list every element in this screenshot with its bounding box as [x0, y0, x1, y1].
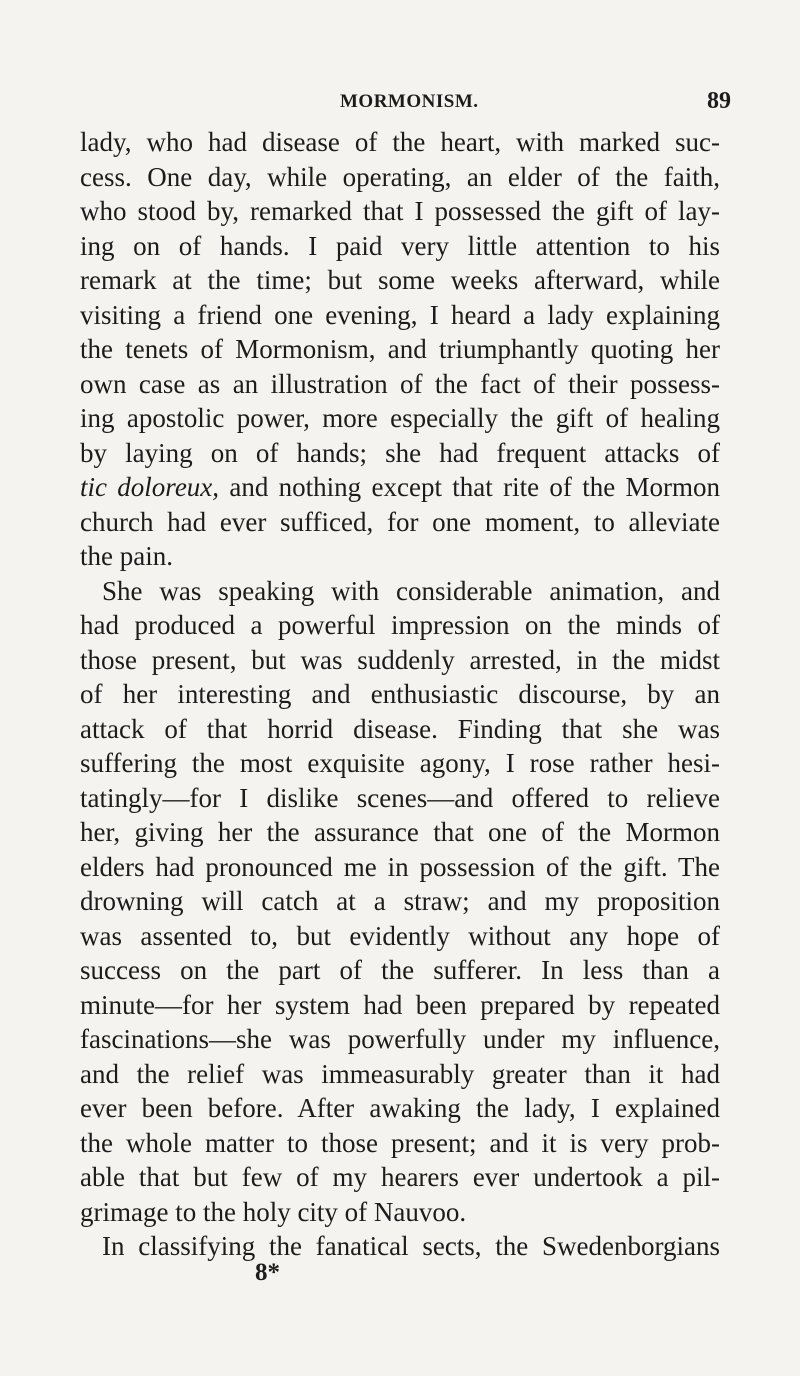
text-line [80, 574, 720, 609]
text-line [80, 229, 720, 264]
line-text: attack of that horrid disease. Finding that she was [80, 713, 720, 744]
text-line [80, 1195, 720, 1230]
page-number: 89 [707, 88, 731, 114]
text-line [80, 712, 720, 747]
text-line [80, 470, 720, 505]
italic-term: tic doloreux, [80, 472, 220, 502]
line-text: who stood by, remarked that I possessed the gift of lay- [80, 196, 720, 226]
line-text: She was speaking with considerable animation, and [102, 575, 720, 606]
line-text: able that but few of my hearers ever undertook a pil- [80, 1162, 720, 1192]
line-text: drowning will catch at a straw; and my proposition [80, 886, 720, 916]
line-text: was assented to, but evidently without any hope of [80, 920, 720, 951]
text-line [80, 608, 720, 643]
line-text: had produced a powerful impression on the minds of [80, 610, 720, 640]
text-line [80, 953, 720, 988]
text-line [80, 194, 720, 229]
line-text: minute—for her system had been prepared by repeated [80, 989, 720, 1020]
running-title: MORMONISM. [340, 91, 479, 112]
line-text: those present, but was suddenly arrested, in the midst [80, 644, 720, 675]
text-line [80, 332, 720, 367]
text-line [80, 160, 720, 195]
line-text: the pain. [80, 541, 173, 571]
line-text: grimage to the holy city of Nauvoo. [80, 1196, 467, 1227]
line-text: lady, who had disease of the heart, with marked suc- [80, 127, 720, 157]
line-text: fascinations—she was powerfully under my influence, [80, 1024, 720, 1054]
body-text [80, 125, 720, 1264]
text-line [80, 298, 720, 333]
line-text: ing apostolic power, more especially the gift of healing [80, 403, 720, 433]
text-line [80, 1022, 720, 1057]
text-line [80, 643, 720, 678]
text-line [80, 746, 720, 781]
text-line [80, 539, 720, 574]
text-line [80, 815, 720, 850]
text-line [80, 1229, 720, 1264]
text-line [80, 505, 720, 540]
text-line [80, 1160, 720, 1195]
line-text: tatingly—for I dislike scenes—and offered to relieve [80, 782, 720, 813]
text-line [80, 850, 720, 885]
line-text: ever been before. After awaking the lady, I explained [80, 1093, 720, 1123]
text-line [80, 367, 720, 402]
text-line [80, 919, 720, 954]
text-line [80, 1091, 720, 1126]
running-head [0, 88, 800, 121]
line-text: church had ever sufficed, for one moment, to alleviate [80, 506, 720, 537]
line-text: In classifying the fanatical sects, the Swedenborgians [102, 1231, 720, 1261]
text-line [80, 125, 720, 160]
text-line [80, 677, 720, 712]
line-text: ing on of hands. I paid very little attention to his [80, 230, 720, 261]
text-line [80, 884, 720, 919]
line-text: remark at the time; but some weeks afterward, while [80, 265, 720, 295]
line-text: her, giving her the assurance that one of the Mormon [80, 817, 720, 847]
line-text: by laying on of hands; she had frequent attacks of [80, 437, 720, 468]
line-text: own case as an illustration of the fact of their possess- [80, 368, 720, 399]
line-text: suffering the most exquisite agony, I rose rather hesi- [80, 748, 720, 778]
line-text: the whole matter to those present; and it is very prob- [80, 1127, 720, 1158]
text-line [80, 263, 720, 298]
line-text: elders had pronounced me in possession of the gift. The [80, 851, 720, 882]
line-text: the tenets of Mormonism, and triumphantly quoting her [80, 334, 720, 364]
line-text: cess. One day, while operating, an elder of the faith, [80, 161, 720, 192]
text-line [80, 988, 720, 1023]
text-line [80, 1126, 720, 1161]
line-text: and the relief was immeasurably greater than it had [80, 1058, 720, 1089]
line-text: and nothing except that rite of the Mormon [219, 472, 720, 502]
text-line [80, 1057, 720, 1092]
line-text: visiting a friend one evening, I heard a lady explaining [80, 299, 720, 330]
line-text: success on the part of the sufferer. In less than a [80, 955, 720, 985]
signature-mark: 8* [255, 1259, 280, 1286]
line-text: of her interesting and enthusiastic discourse, by an [80, 679, 720, 709]
text-line [80, 401, 720, 436]
text-line [80, 436, 720, 471]
text-line [80, 781, 720, 816]
